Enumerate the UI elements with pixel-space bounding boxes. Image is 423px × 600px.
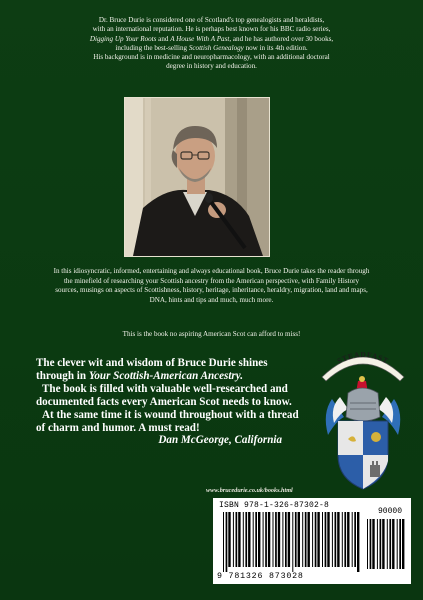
price-code: 90000 bbox=[378, 507, 403, 516]
bio-line: with an international reputation. He is perhaps best known for his BBC radio series, bbox=[92, 25, 331, 34]
website-url: www.brucedurie.co.uk/books.html bbox=[206, 487, 293, 494]
bio-line bbox=[18, 44, 405, 53]
author-photo-illustration bbox=[125, 98, 269, 256]
tagline: This is the book no aspiring American Scot can afford to miss! bbox=[122, 330, 301, 338]
book-title: Scottish Genealogy bbox=[188, 43, 244, 52]
quote-text: The clever wit and wisdom of Bruce Durie shines through in bbox=[36, 357, 268, 382]
quoted-book-title: Your Scottish-American Ancestry. bbox=[88, 369, 244, 382]
quote-paragraph: At the same time it is wound throughout with a thread of charm and humor. A must read! bbox=[36, 408, 299, 434]
bio-line: Dr. Bruce Durie is considered one of Scotland's top genealogists and heraldists, bbox=[98, 16, 325, 24]
ean-barcode-bars bbox=[222, 512, 360, 572]
bio-text: including the best-selling bbox=[115, 43, 189, 52]
price-barcode-bars bbox=[366, 519, 406, 574]
crest-motto: STEADFAST bbox=[335, 349, 391, 366]
endorsement-quote bbox=[36, 357, 306, 447]
quote-attribution: Dan McGeorge, California bbox=[158, 434, 282, 447]
bio-text: and bbox=[156, 34, 171, 43]
isbn-label: ISBN 978-1-326-87302-8 bbox=[219, 501, 330, 510]
book-description: In this idiosyncratic, informed, entertaining and always educational book, Bruce Durie takes the reader through the minefield of researching your Scottish ancestry from the American perspective, with Family History sources, musings on aspects of Scottishness, history, heritage, inheritance, heraldry, migration, land and maps, DNA, hints and tips and much, much more. bbox=[53, 267, 370, 304]
author-photo bbox=[124, 97, 270, 257]
ean-digits: 9 781326 873028 bbox=[217, 572, 304, 581]
bio-line: degree in history and education. bbox=[166, 62, 257, 71]
bio-text: , and he has authored over 30 books, bbox=[229, 34, 334, 43]
isbn-barcode bbox=[213, 498, 411, 584]
radio-series-title-2: A House With A Past bbox=[170, 34, 230, 43]
author-bio bbox=[18, 16, 405, 72]
quote-paragraph: The book is filled with valuable well-researched and documented facts every American Scot needs to know. bbox=[36, 382, 292, 408]
bio-line bbox=[18, 35, 405, 44]
heraldic-crest-icon bbox=[318, 343, 408, 493]
radio-series-title: Digging Up Your Roots bbox=[89, 34, 157, 43]
bio-text: now in its 4th edition. bbox=[243, 43, 308, 52]
quote-paragraph bbox=[36, 357, 306, 383]
bio-line: His background is in medicine and neuropharmacology, with an additional doctoral bbox=[93, 53, 330, 62]
